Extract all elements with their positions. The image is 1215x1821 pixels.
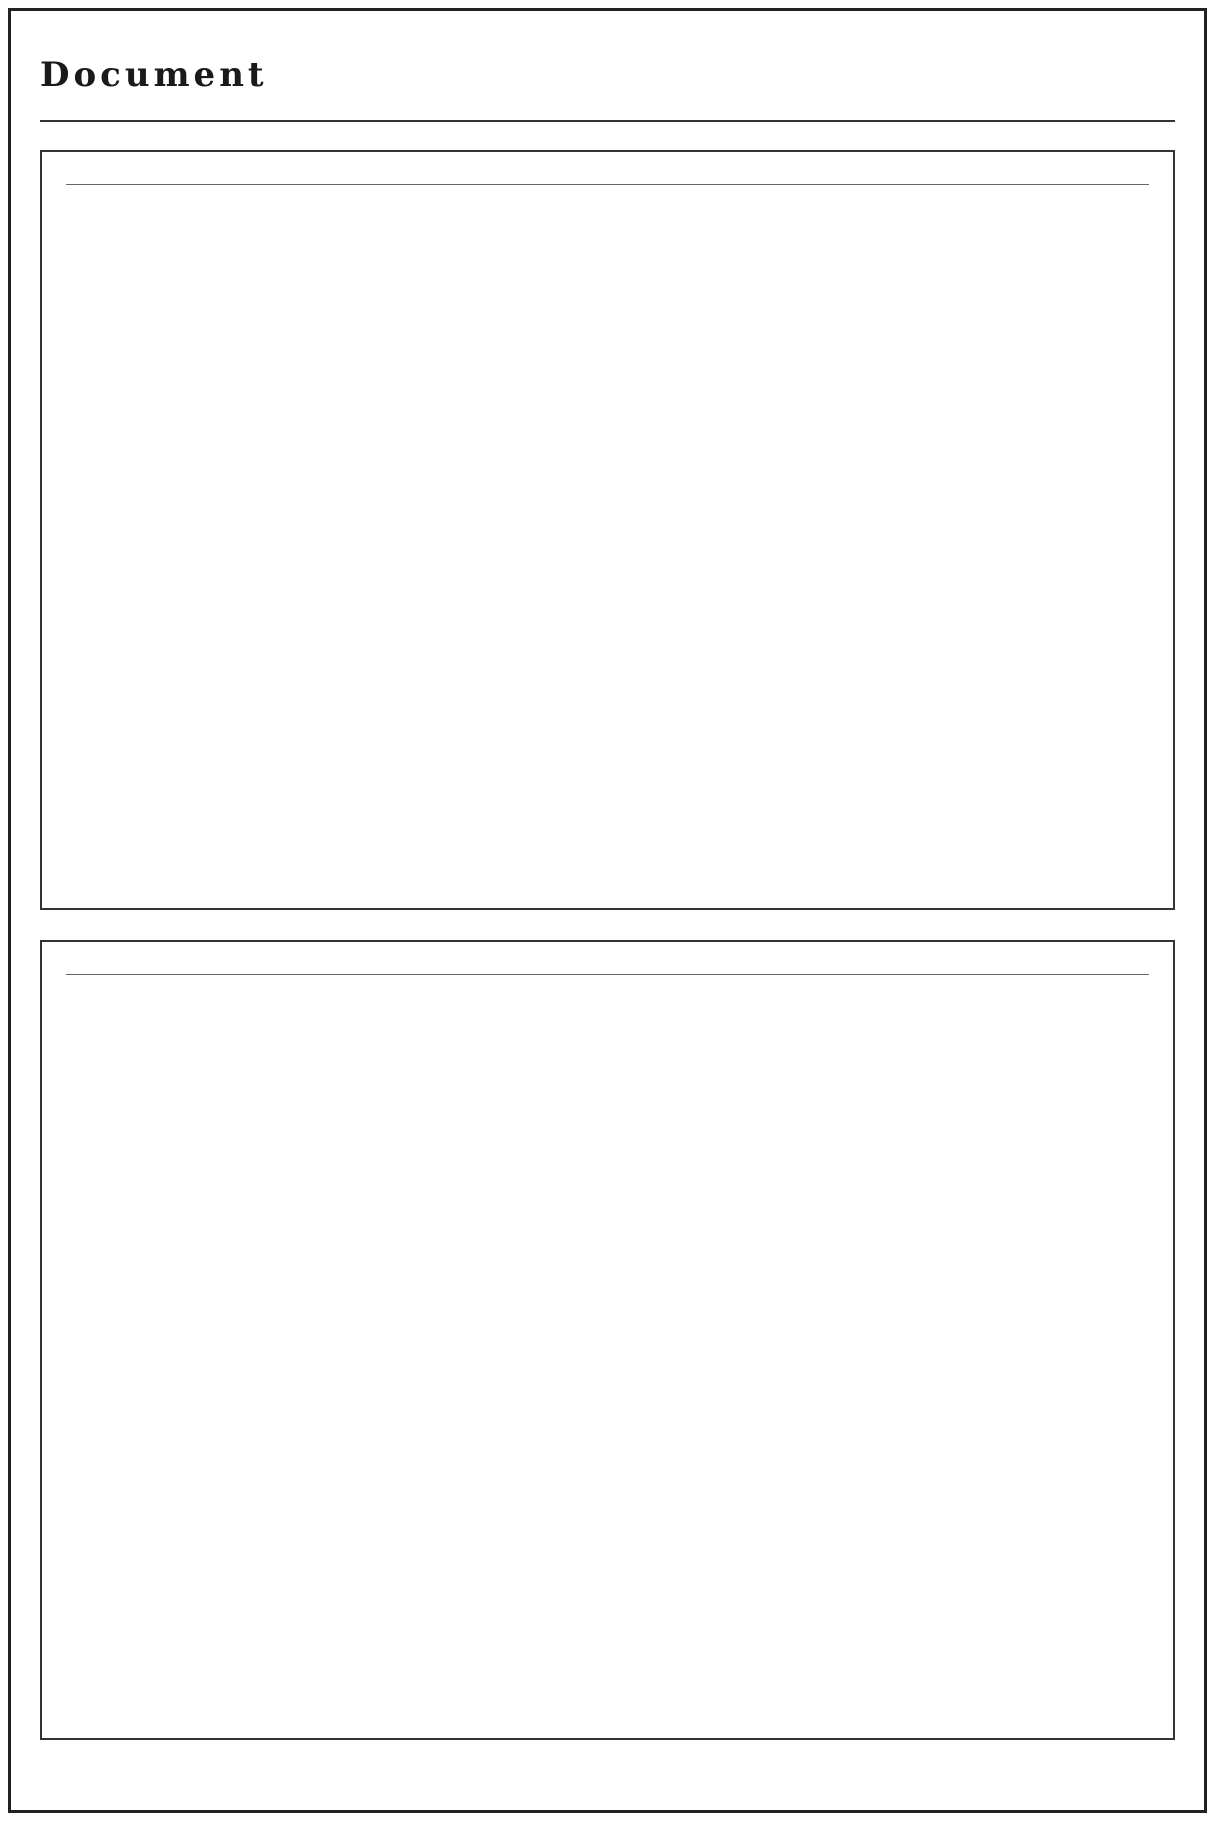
content-panel-top — [40, 150, 1175, 910]
section-heading — [66, 966, 1149, 975]
content-panel-bottom — [40, 940, 1175, 1740]
document-title: Document — [40, 55, 268, 95]
page-header — [40, 30, 1175, 122]
section-heading — [66, 176, 1149, 185]
